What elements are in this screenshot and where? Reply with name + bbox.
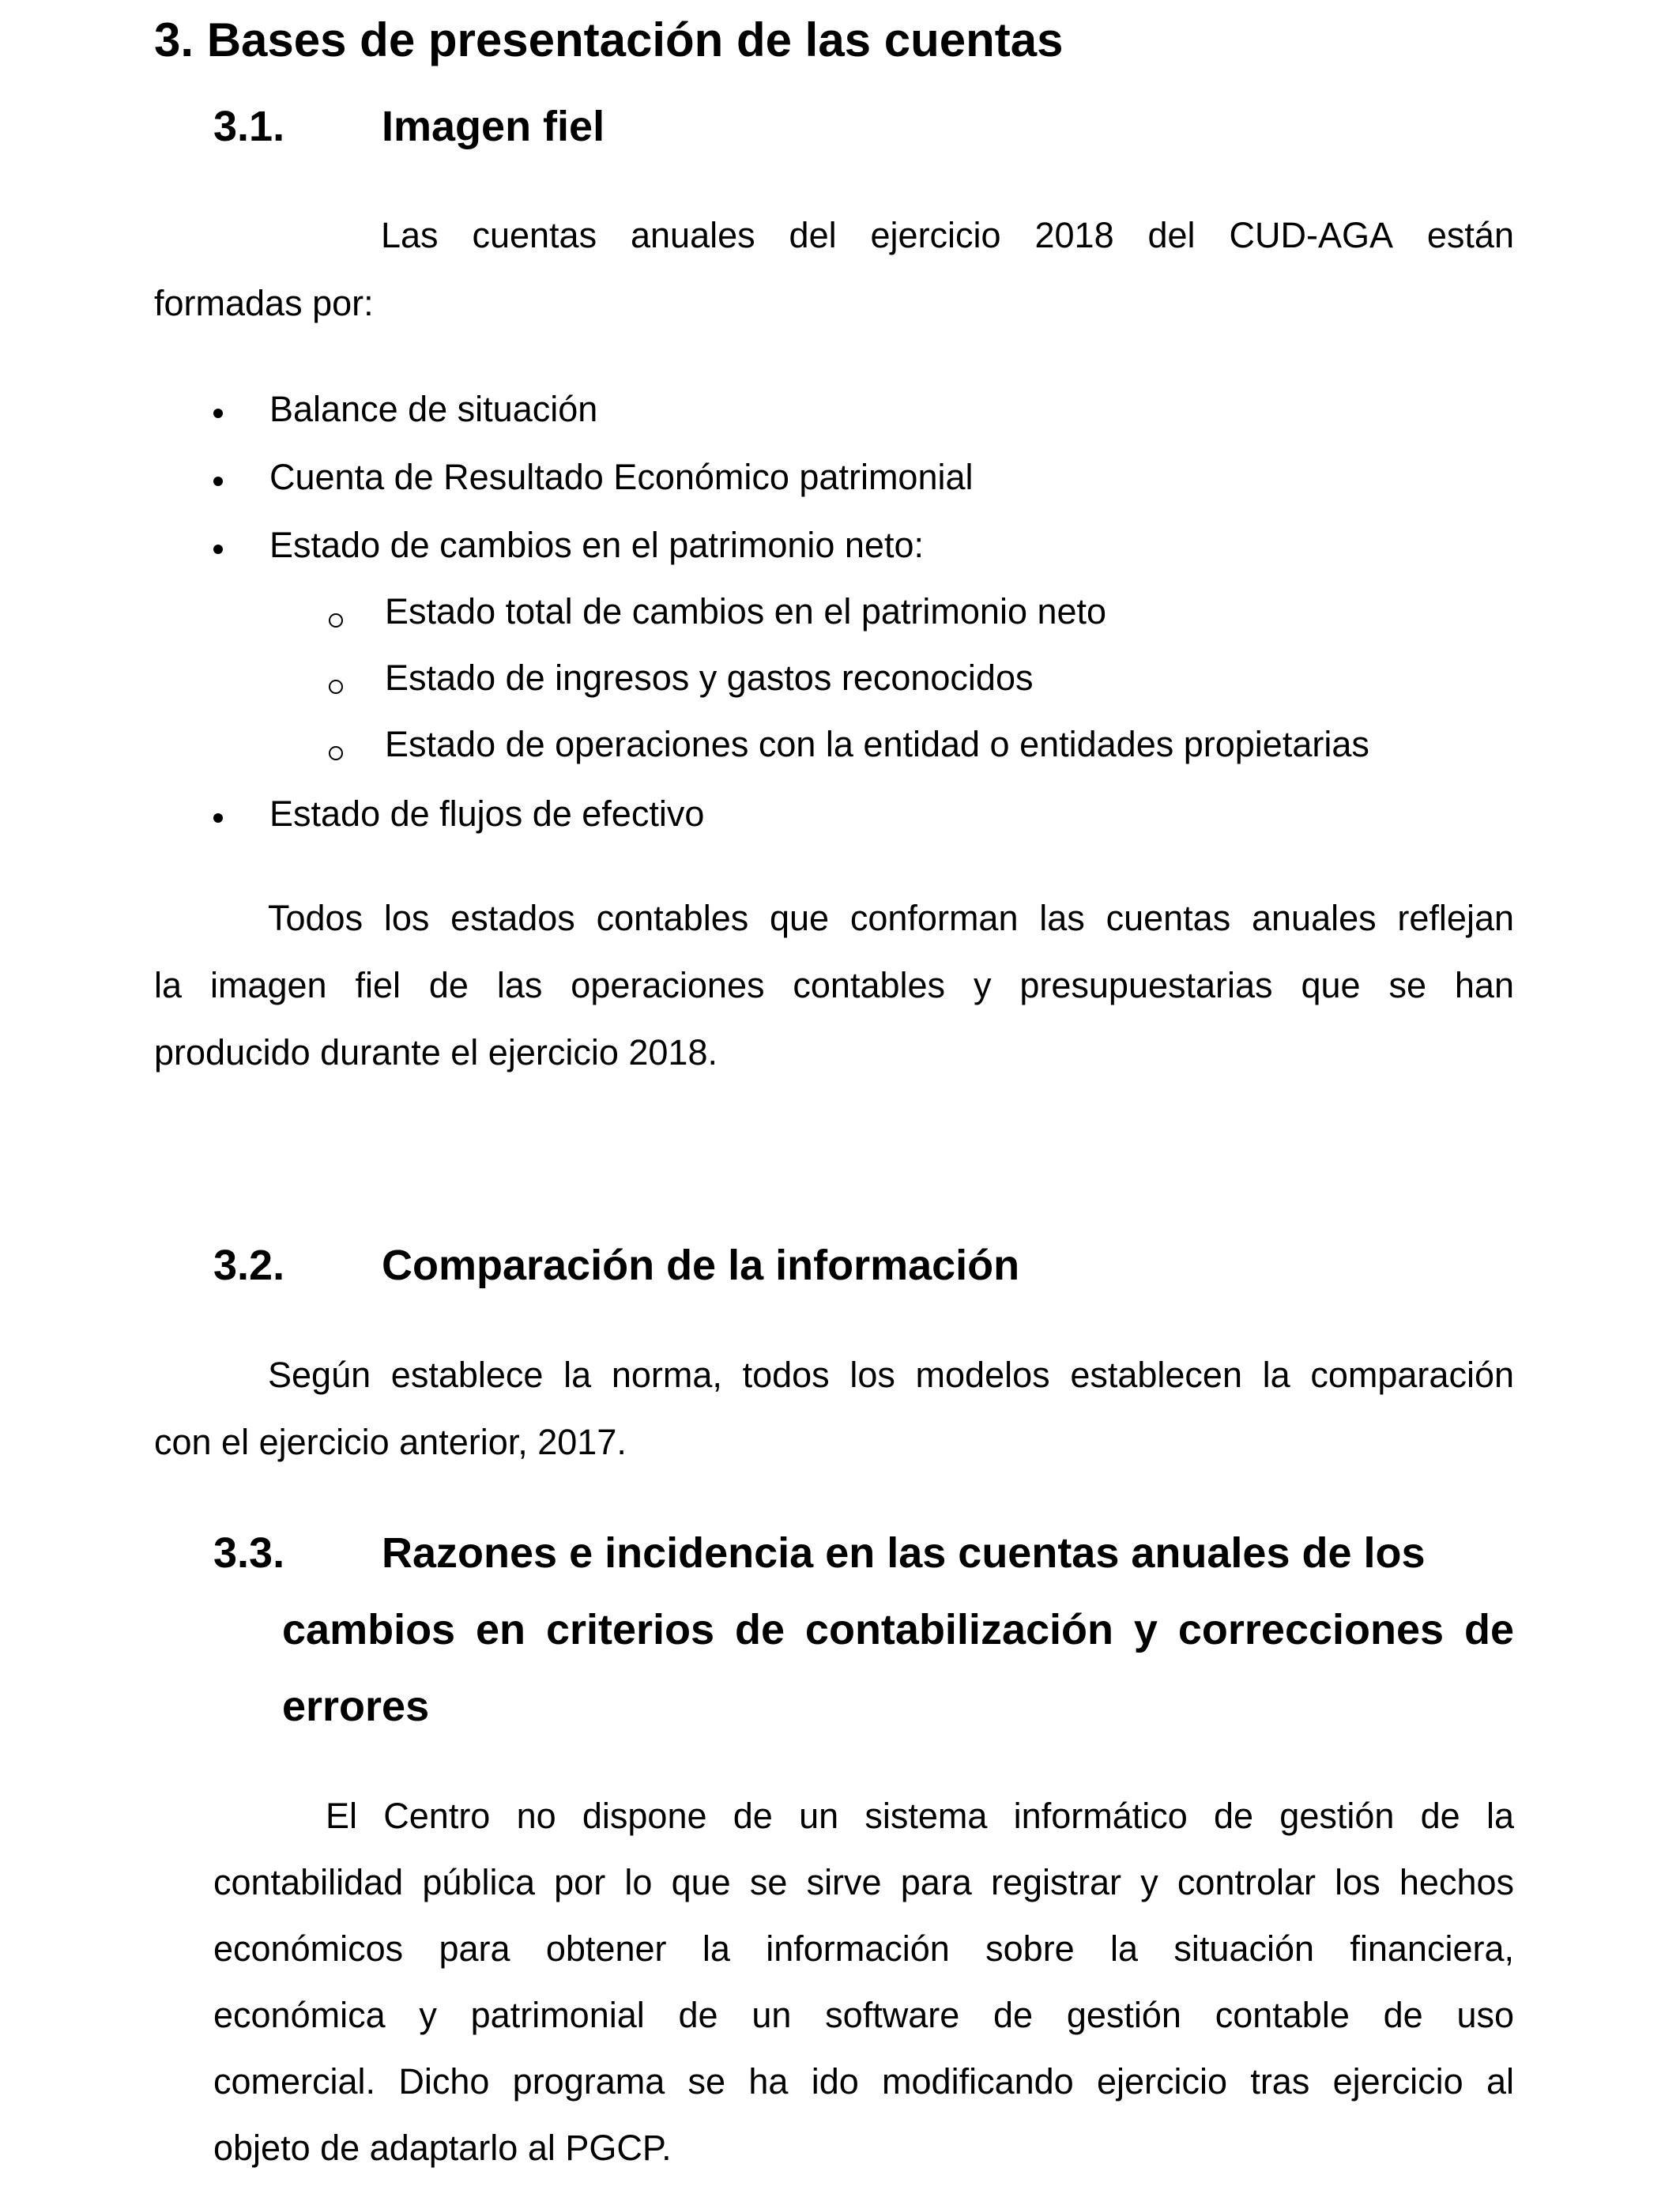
paragraph-line: El Centro no dispone de un sistema informático de gestión de la [326,1796,1514,1836]
subsection-number: 3.2. [213,1242,285,1289]
list-item: Estado de cambios en el patrimonio neto: [269,525,924,565]
sub-list-item: Estado de ingresos y gastos reconocidos [385,658,1034,698]
paragraph-line: objeto de adaptarlo al PGCP. [213,2128,672,2168]
paragraph [213,1993,1514,2038]
word: del [789,215,837,255]
intro-line-2: formadas por: [154,283,374,323]
paragraph-line: contabilidad pública por lo que se sirve para registrar y controlar los hechos [213,1862,1514,1902]
list-item: Estado de flujos de efectivo [269,794,705,834]
word: Las [381,215,439,255]
paragraph-line: Según establece la norma, todos los modelos establecen la comparación [268,1355,1514,1395]
subsection-number: 3.3. [213,1529,285,1577]
subsection-heading-3-2 [213,1240,1241,1291]
bullet-icon [213,477,223,486]
subsection-number: 3.1. [213,103,285,150]
sub-bullet-icon [329,613,343,628]
paragraph [213,2060,1514,2104]
subsection-title-line: cambios en criterios de contabilización y correcciones de [282,1606,1514,1653]
paragraph [154,963,1514,1008]
paragraph-line: económicos para obtener la información sobre la situación financiera, [213,1928,1514,1969]
bullet-icon [213,409,223,418]
bullet-icon [213,813,223,823]
word: anuales [631,215,755,255]
word: del [1147,215,1196,255]
paragraph-line: con el ejercicio anterior, 2017. [154,1422,627,1462]
word: 2018 [1034,215,1114,255]
paragraph-line: económica y patrimonial de un software de gestión contable de uso [213,1995,1514,2035]
paragraph [154,1353,1514,1397]
subsection-title: Imagen fiel [382,103,605,150]
list-item: Balance de situación [269,389,598,429]
subsection-title: Razones e incidencia en las cuentas anuales de los [382,1529,1426,1577]
sub-bullet-icon [329,680,343,694]
list-item: Cuenta de Resultado Económico patrimonial [269,457,974,497]
sub-list-item: Estado total de cambios en el patrimonio neto [385,591,1107,631]
subsection-title: Comparación de la información [382,1242,1020,1289]
intro-line-1 [381,213,1514,258]
paragraph [213,1860,1514,1905]
sub-list-item: Estado de operaciones con la entidad o entidades propietarias [385,724,1369,764]
bullet-icon [213,545,223,554]
subsection-title-line: errores [282,1683,430,1730]
section-title: 3. Bases de presentación de las cuentas [154,13,1064,66]
subsection-heading-3-1 [213,101,846,152]
paragraph [213,1927,1514,1971]
subsection-heading-3-3 [213,1528,1557,1578]
paragraph [154,896,1514,941]
paragraph-line: Todos los estados contables que conforman las cuentas anuales reflejan [268,898,1514,938]
subsection-title-cont [282,1604,1514,1655]
sub-bullet-icon [329,746,343,760]
paragraph-line: producido durante el ejercicio 2018. [154,1032,718,1072]
word: CUD-AGA [1229,215,1393,255]
word: cuentas [472,215,597,255]
paragraph-line: comercial. Dicho programa se ha ido modificando ejercicio tras ejercicio al [213,2061,1514,2102]
word: ejercicio [870,215,1001,255]
paragraph [213,1794,1514,1838]
paragraph-line: la imagen fiel de las operaciones contables y presupuestarias que se han [154,965,1514,1005]
word: están [1426,215,1514,255]
